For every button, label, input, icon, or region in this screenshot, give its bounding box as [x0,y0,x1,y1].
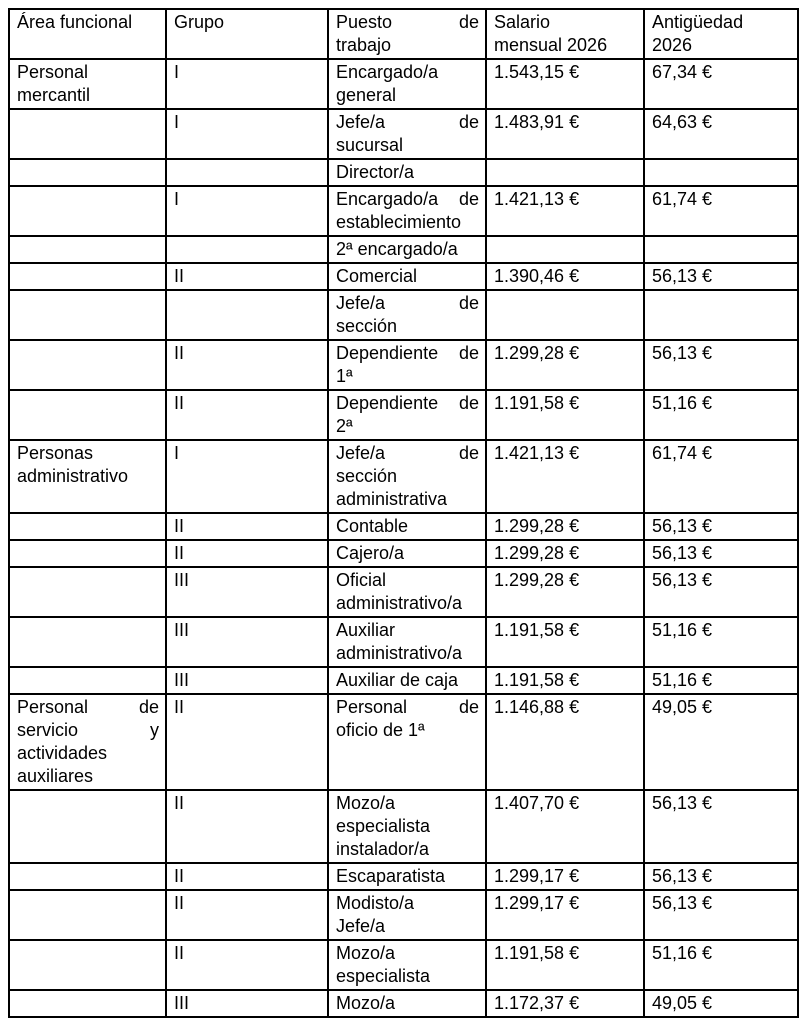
cell-line: general [336,85,397,105]
table-body [9,59,798,1017]
cell-area-funcional [9,667,166,694]
cell-puesto-de-trabajo [328,694,486,790]
cell-grupo [166,667,328,694]
cell-line: 56,13 € [652,543,713,563]
cell-salario-mensual-2026 [486,567,644,617]
table-row [9,694,798,790]
cell-salario-mensual-2026 [486,236,644,263]
cell-puesto-de-trabajo [328,109,486,159]
table-row [9,617,798,667]
cell-puesto-de-trabajo [328,263,486,290]
cell-line: Puesto de [336,12,479,32]
cell-grupo [166,694,328,790]
cell-antiguedad-2026 [644,617,798,667]
cell-line: 1.191,58 € [494,670,580,690]
cell-line: trabajo [336,35,392,55]
cell-line: auxiliares [17,766,94,786]
cell-line: Contable [336,516,409,536]
cell-antiguedad-2026 [644,236,798,263]
cell-line: 56,13 € [652,516,713,536]
cell-puesto-de-trabajo [328,159,486,186]
cell-grupo [166,790,328,863]
cell-grupo [166,263,328,290]
cell-puesto-de-trabajo [328,540,486,567]
cell-grupo [166,863,328,890]
cell-puesto-de-trabajo [328,390,486,440]
cell-grupo [166,186,328,236]
cell-area-funcional [9,109,166,159]
cell-line: 2ª encargado/a [336,239,458,259]
cell-antiguedad-2026 [644,694,798,790]
table-row [9,263,798,290]
cell-line: 56,13 € [652,343,713,363]
table-row [9,59,798,109]
table-row [9,236,798,263]
table-row [9,540,798,567]
cell-area-funcional [9,890,166,940]
cell-line: 49,05 € [652,697,713,717]
cell-antiguedad-2026 [644,263,798,290]
cell-line: II [174,266,185,286]
cell-area-funcional [9,236,166,263]
cell-line: 1.407,70 € [494,793,580,813]
cell-area-funcional [9,617,166,667]
cell-puesto-de-trabajo [328,890,486,940]
cell-area-funcional [9,790,166,863]
cell-line: 1.421,13 € [494,443,580,463]
cell-line: II [174,516,185,536]
cell-antiguedad-2026 [644,186,798,236]
cell-area-funcional [9,540,166,567]
cell-grupo [166,567,328,617]
table-row [9,109,798,159]
cell-salario-mensual-2026 [486,890,644,940]
cell-line: establecimiento [336,212,462,232]
cell-line: I [174,443,180,463]
cell-line: III [174,620,190,640]
cell-puesto-de-trabajo [328,667,486,694]
cell-line: 1.299,28 € [494,516,580,536]
cell-line: 56,13 € [652,893,713,913]
cell-area-funcional [9,990,166,1017]
cell-line: 51,16 € [652,620,713,640]
cell-line: 1.299,17 € [494,866,580,886]
cell-line: Oficial [336,570,387,590]
cell-line: Escaparatista [336,866,446,886]
cell-line: 1.146,88 € [494,697,580,717]
cell-puesto-de-trabajo [328,290,486,340]
cell-area-funcional [9,186,166,236]
cell-line: Personal de [336,697,479,717]
cell-line: III [174,993,190,1013]
cell-grupo [166,159,328,186]
cell-area-funcional [9,940,166,990]
column-header-grupo [166,9,328,59]
cell-line: 1.299,28 € [494,543,580,563]
cell-line: Mozo/a [336,943,396,963]
cell-salario-mensual-2026 [486,990,644,1017]
cell-line: I [174,62,180,82]
cell-line: Dependiente de [336,393,479,413]
cell-line: 56,13 € [652,866,713,886]
cell-salario-mensual-2026 [486,340,644,390]
cell-antiguedad-2026 [644,790,798,863]
cell-antiguedad-2026 [644,863,798,890]
cell-line: II [174,393,185,413]
cell-antiguedad-2026 [644,390,798,440]
cell-puesto-de-trabajo [328,236,486,263]
cell-line: administrativo/a [336,593,463,613]
cell-area-funcional [9,863,166,890]
cell-salario-mensual-2026 [486,186,644,236]
cell-line: Jefe/a de [336,443,479,463]
cell-line: I [174,189,180,209]
cell-antiguedad-2026 [644,540,798,567]
cell-antiguedad-2026 [644,59,798,109]
cell-line: 1.483,91 € [494,112,580,132]
header-row [9,9,798,59]
cell-line: Mozo/a [336,793,396,813]
cell-line: 1.421,13 € [494,189,580,209]
cell-grupo [166,540,328,567]
cell-line: III [174,670,190,690]
cell-line: especialista [336,816,431,836]
cell-salario-mensual-2026 [486,694,644,790]
cell-grupo [166,59,328,109]
cell-salario-mensual-2026 [486,390,644,440]
cell-line: 56,13 € [652,570,713,590]
cell-antiguedad-2026 [644,567,798,617]
cell-line: 1.299,28 € [494,343,580,363]
cell-line: especialista [336,966,431,986]
cell-line: Cajero/a [336,543,405,563]
cell-line: II [174,893,185,913]
cell-line: Personal [17,62,89,82]
cell-line: Personal de [17,697,159,717]
cell-line: Comercial [336,266,418,286]
cell-line: Jefe/a de [336,293,479,313]
cell-antiguedad-2026 [644,159,798,186]
column-header-antiguedad-2026 [644,9,798,59]
cell-puesto-de-trabajo [328,567,486,617]
cell-line: 51,16 € [652,670,713,690]
cell-line: Dependiente de [336,343,479,363]
cell-salario-mensual-2026 [486,790,644,863]
cell-line: 1.191,58 € [494,620,580,640]
table-row [9,790,798,863]
table-row [9,186,798,236]
cell-line: 61,74 € [652,189,713,209]
cell-puesto-de-trabajo [328,940,486,990]
cell-line: actividades [17,743,108,763]
table-row [9,440,798,513]
cell-line: Personas [17,443,94,463]
cell-line: Jefe/a de [336,112,479,132]
cell-line: sucursal [336,135,404,155]
cell-salario-mensual-2026 [486,59,644,109]
cell-line: II [174,866,185,886]
cell-line: Encargado/a de [336,189,479,209]
cell-area-funcional [9,513,166,540]
cell-puesto-de-trabajo [328,186,486,236]
cell-line: 56,13 € [652,266,713,286]
table-row [9,290,798,340]
cell-line: 1ª [336,366,353,386]
cell-line: 2026 [652,35,693,55]
cell-antiguedad-2026 [644,890,798,940]
cell-grupo [166,236,328,263]
cell-antiguedad-2026 [644,667,798,694]
table-row [9,159,798,186]
cell-puesto-de-trabajo [328,440,486,513]
table-row [9,890,798,940]
cell-line: Encargado/a [336,62,439,82]
cell-grupo [166,990,328,1017]
table-row [9,863,798,890]
cell-grupo [166,340,328,390]
cell-line: Salario [494,12,551,32]
cell-line: II [174,543,185,563]
cell-area-funcional [9,290,166,340]
cell-salario-mensual-2026 [486,440,644,513]
cell-line: 56,13 € [652,793,713,813]
cell-line: Auxiliar [336,620,396,640]
cell-line: sección [336,316,398,336]
cell-line: sección [336,466,398,486]
cell-line: II [174,793,185,813]
cell-puesto-de-trabajo [328,990,486,1017]
cell-line: Jefe/a [336,916,386,936]
cell-line: 1.390,46 € [494,266,580,286]
cell-line: 1.191,58 € [494,393,580,413]
cell-line: administrativo/a [336,643,463,663]
table-row [9,340,798,390]
salary-table [8,8,799,1018]
cell-line: Grupo [174,12,225,32]
column-header-salario-mensual-2026 [486,9,644,59]
cell-line: II [174,343,185,363]
cell-line: oficio de 1ª [336,720,425,740]
cell-line: Antigüedad [652,12,744,32]
cell-line: 67,34 € [652,62,713,82]
cell-line: 64,63 € [652,112,713,132]
cell-area-funcional [9,263,166,290]
table-row [9,567,798,617]
table-row [9,390,798,440]
cell-line: III [174,570,190,590]
table-row [9,940,798,990]
cell-area-funcional [9,567,166,617]
table-row [9,990,798,1017]
cell-area-funcional [9,59,166,109]
cell-area-funcional [9,440,166,513]
cell-antiguedad-2026 [644,513,798,540]
cell-line: 49,05 € [652,993,713,1013]
cell-grupo [166,109,328,159]
cell-line: Mozo/a [336,993,396,1013]
cell-line: administrativo [17,466,129,486]
table-row [9,667,798,694]
cell-grupo [166,390,328,440]
cell-area-funcional [9,390,166,440]
cell-line: 1.299,17 € [494,893,580,913]
cell-grupo [166,890,328,940]
cell-antiguedad-2026 [644,990,798,1017]
cell-line: 1.543,15 € [494,62,580,82]
cell-line: mensual 2026 [494,35,608,55]
cell-line: I [174,112,180,132]
cell-line: 1.299,28 € [494,570,580,590]
cell-salario-mensual-2026 [486,513,644,540]
cell-area-funcional [9,159,166,186]
cell-grupo [166,440,328,513]
cell-line: 2ª [336,416,353,436]
cell-salario-mensual-2026 [486,667,644,694]
cell-antiguedad-2026 [644,109,798,159]
cell-puesto-de-trabajo [328,790,486,863]
cell-line: 1.191,58 € [494,943,580,963]
cell-area-funcional [9,694,166,790]
cell-line: mercantil [17,85,91,105]
cell-grupo [166,617,328,667]
column-header-puesto-de-trabajo [328,9,486,59]
cell-puesto-de-trabajo [328,59,486,109]
cell-line: Director/a [336,162,415,182]
cell-salario-mensual-2026 [486,617,644,667]
cell-line: II [174,943,185,963]
cell-line: 51,16 € [652,943,713,963]
cell-antiguedad-2026 [644,940,798,990]
cell-line: II [174,697,185,717]
cell-puesto-de-trabajo [328,617,486,667]
cell-puesto-de-trabajo [328,340,486,390]
cell-line: Auxiliar de caja [336,670,459,690]
column-header-area-funcional [9,9,166,59]
cell-line: instalador/a [336,839,430,859]
cell-grupo [166,513,328,540]
cell-antiguedad-2026 [644,440,798,513]
cell-salario-mensual-2026 [486,290,644,340]
cell-line: 51,16 € [652,393,713,413]
table-row [9,513,798,540]
cell-puesto-de-trabajo [328,513,486,540]
cell-grupo [166,290,328,340]
cell-salario-mensual-2026 [486,863,644,890]
cell-grupo [166,940,328,990]
cell-area-funcional [9,340,166,390]
cell-salario-mensual-2026 [486,940,644,990]
cell-salario-mensual-2026 [486,263,644,290]
cell-salario-mensual-2026 [486,540,644,567]
cell-line: 1.172,37 € [494,993,580,1013]
table-header [9,9,798,59]
cell-puesto-de-trabajo [328,863,486,890]
cell-antiguedad-2026 [644,340,798,390]
cell-line: Modisto/a [336,893,415,913]
cell-antiguedad-2026 [644,290,798,340]
cell-salario-mensual-2026 [486,109,644,159]
cell-salario-mensual-2026 [486,159,644,186]
cell-line: administrativa [336,489,448,509]
cell-line: servicio y [17,720,159,740]
cell-line: Área funcional [17,12,133,32]
cell-line: 61,74 € [652,443,713,463]
